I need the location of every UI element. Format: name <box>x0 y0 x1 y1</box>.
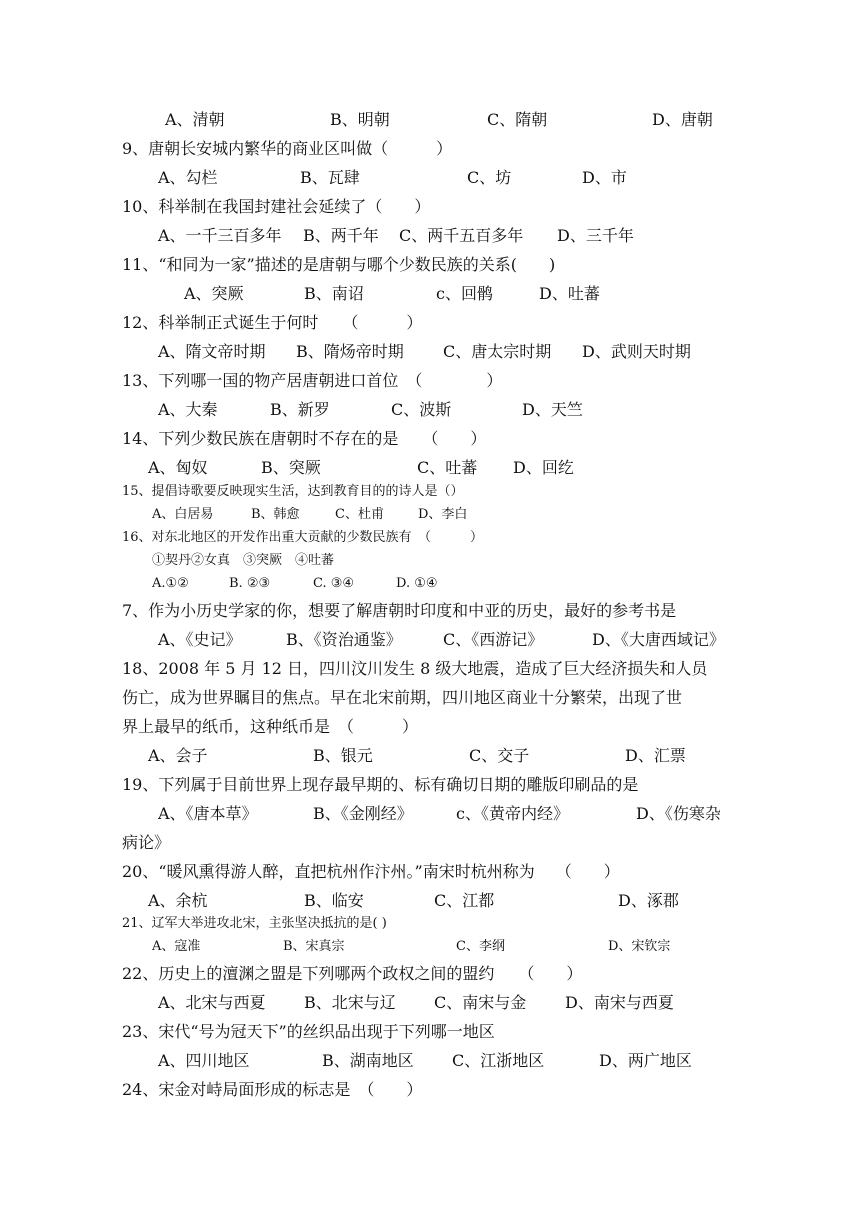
q19-stem: 19、下列属于目前世界上现存最早期的、标有确切日期的雕版印刷品的是 <box>122 775 639 794</box>
q16-option-c: C. ③④ <box>313 576 355 591</box>
q22-option-b: B、北宋与辽 <box>304 993 396 1012</box>
q18-option-d: D、汇票 <box>625 746 686 765</box>
q14-option-d: D、回纥 <box>513 458 574 477</box>
q18-option-c: C、交子 <box>469 746 530 765</box>
q9-option-b: B、瓦肆 <box>300 168 360 187</box>
q23-option-c: C、江浙地区 <box>452 1051 545 1070</box>
q8-option-d: D、唐朝 <box>652 110 713 129</box>
q9-option-a: A、勾栏 <box>158 168 218 187</box>
q16-stem: 16、对东北地区的开发作出重大贡献的少数民族有 （ ） <box>122 530 484 545</box>
q11-option-c: c、回鹘 <box>436 284 493 303</box>
q15-option-b: B、韩愈 <box>251 507 300 522</box>
q10-option-c: C、两千五百多年 <box>399 226 524 245</box>
q14-option-a: A、匈奴 <box>148 458 208 477</box>
q21-stem: 21、辽军大举进攻北宋，主张坚决抵抗的是( ) <box>122 916 387 931</box>
q16-option-a: A.①② <box>152 576 189 591</box>
q13-option-d: D、天竺 <box>522 400 583 419</box>
q23-option-b: B、湖南地区 <box>322 1051 414 1070</box>
q14-stem: 14、下列少数民族在唐朝时不存在的是 （ ） <box>122 429 487 448</box>
q19-option-c: c、《黄帝内经》 <box>456 804 569 823</box>
q12-option-a: A、隋文帝时期 <box>158 342 266 361</box>
q11-stem: 11、“和同为一家”描述的是唐朝与哪个少数民族的关系( ) <box>122 255 556 274</box>
q17-option-c: C、《西游记》 <box>443 630 544 649</box>
q21-option-a: A、寇准 <box>152 939 201 954</box>
q22-option-c: C、南宋与金 <box>434 993 527 1012</box>
q18-option-b: B、银元 <box>313 746 373 765</box>
q22-option-d: D、南宋与西夏 <box>565 993 674 1012</box>
q19-option-d: D、《伤寒杂 <box>636 804 721 823</box>
q14-option-b: B、突厥 <box>261 458 321 477</box>
q19-option-b: B、《金刚经》 <box>313 804 413 823</box>
q16-option-d: D. ①④ <box>396 576 438 591</box>
q8-option-a: A、清朝 <box>165 110 225 129</box>
q11-option-a: A、突厥 <box>184 284 244 303</box>
q11-option-d: D、吐蕃 <box>539 284 600 303</box>
q8-option-c: C、隋朝 <box>487 110 548 129</box>
q13-option-a: A、大秦 <box>158 400 218 419</box>
q8-option-b: B、明朝 <box>330 110 390 129</box>
q21-option-c: C、李纲 <box>456 939 505 954</box>
q20-option-b: B、临安 <box>304 891 364 910</box>
q16-option-b: B. ②③ <box>229 576 271 591</box>
q22-stem: 22、历史上的澶渊之盟是下列哪两个政权之间的盟约 （ ） <box>122 964 583 983</box>
q10-option-a: A、一千三百多年 <box>158 226 282 245</box>
q16-choices: ①契丹②女真 ③突厥 ④吐蕃 <box>152 553 335 568</box>
q24-stem: 24、宋金对峙局面形成的标志是 （ ） <box>122 1080 423 1099</box>
q15-stem: 15、提倡诗歌要反映现实生活，达到教育目的的诗人是（） <box>122 484 464 499</box>
q19-continuation: 病论》 <box>122 833 171 852</box>
q12-stem: 12、科举制正式诞生于何时 （ ） <box>122 313 423 332</box>
q19-option-a: A、《唐本草》 <box>158 804 258 823</box>
q17-stem: 7、作为小历史学家的你，想要了解唐朝时印度和中亚的历史，最好的参考书是 <box>122 601 677 620</box>
q17-option-d: D、《大唐西域记》 <box>592 630 725 649</box>
q9-option-c: C、坊 <box>467 168 512 187</box>
q20-option-d: D、涿郡 <box>618 891 679 910</box>
q10-option-b: B、两千年 <box>303 226 379 245</box>
q10-option-d: D、三千年 <box>557 226 634 245</box>
q22-option-a: A、北宋与西夏 <box>158 993 266 1012</box>
q18-stem-1: 18、2008 年 5 月 12 日，四川汶川发生 8 级大地震，造成了巨大经济损失和人员 <box>122 659 708 678</box>
q23-stem: 23、宋代“号为冠天下”的丝织品出现于下列哪一地区 <box>122 1022 495 1041</box>
q17-option-b: B、《资治通鉴》 <box>286 630 402 649</box>
q20-option-a: A、余杭 <box>148 891 208 910</box>
q18-option-a: A、会子 <box>148 746 208 765</box>
q12-option-d: D、武则天时期 <box>582 342 691 361</box>
q15-option-d: D、李白 <box>418 507 468 522</box>
q13-option-c: C、波斯 <box>391 400 452 419</box>
q13-stem: 13、下列哪一国的物产居唐朝进口首位 （ ） <box>122 371 503 390</box>
q18-stem-3: 界上最早的纸币，这种纸币是 （ ） <box>122 717 419 736</box>
q9-stem: 9、唐朝长安城内繁华的商业区叫做（ ） <box>122 139 453 158</box>
q23-option-d: D、两广地区 <box>599 1051 692 1070</box>
q14-option-c: C、吐蕃 <box>417 458 478 477</box>
q20-option-c: C、江都 <box>434 891 495 910</box>
q11-option-b: B、南诏 <box>304 284 364 303</box>
q10-stem: 10、科举制在我国封建社会延续了（ ） <box>122 197 431 216</box>
q21-option-d: D、宋钦宗 <box>608 939 671 954</box>
q18-stem-2: 伤亡，成为世界瞩目的焦点。早在北宋前期，四川地区商业十分繁荣，出现了世 <box>122 688 683 707</box>
q23-option-a: A、四川地区 <box>158 1051 250 1070</box>
q15-option-c: C、杜甫 <box>335 507 384 522</box>
q12-option-b: B、隋炀帝时期 <box>296 342 404 361</box>
q12-option-c: C、唐太宗时期 <box>443 342 552 361</box>
q17-option-a: A、《史记》 <box>158 630 242 649</box>
q9-option-d: D、市 <box>582 168 627 187</box>
q15-option-a: A、白居易 <box>152 507 214 522</box>
q13-option-b: B、新罗 <box>270 400 330 419</box>
q20-stem: 20、“暖风熏得游人醉，直把杭州作汴州。”南宋时杭州称为 （ ） <box>122 862 620 881</box>
q21-option-b: B、宋真宗 <box>283 939 345 954</box>
